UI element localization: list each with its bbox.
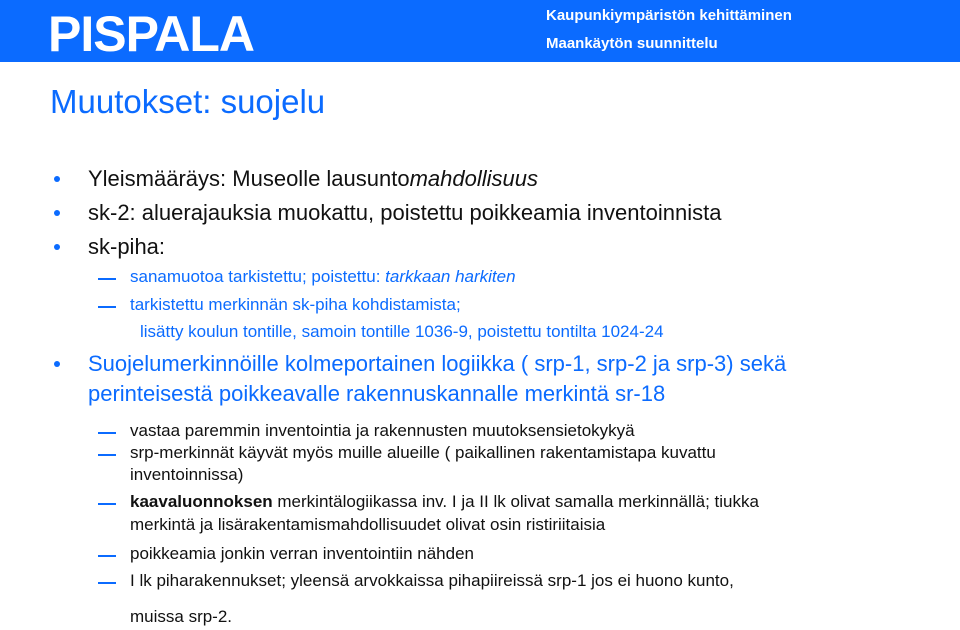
bullet-dot — [54, 210, 60, 216]
dash-marker — [98, 454, 116, 456]
subitem-text-italic: tarkkaan harkiten — [385, 267, 516, 286]
dash-marker — [98, 582, 116, 584]
subitem-added-lots: lisätty koulun tontille, samoin tontille 1036-9, poistettu tontilta 1024-24 — [140, 322, 664, 341]
subitem-draft-logic-line1 — [130, 490, 759, 514]
bullet-dot — [54, 176, 60, 182]
bullet-text: Yleismääräys: Museolle lausunto — [88, 166, 410, 191]
bullet-text-italic: mahdollisuus — [409, 166, 539, 191]
subitem-outbuildings-line2: muissa srp-2. — [130, 607, 233, 626]
dash-marker — [98, 503, 116, 505]
bullet-protection-logic-line2: perinteisestä poikkeavalle rakennuskannalle merkintä sr-18 — [88, 381, 666, 406]
org-unit: Maankäytön suunnittelu — [546, 35, 718, 52]
bullet-sk2: sk-2: aluerajauksia muokattu, poistettu poikkeamia inventoinnista — [88, 200, 722, 225]
dash-marker — [98, 555, 116, 557]
subitem-targeting: tarkistettu merkinnän sk-piha kohdistamista; — [130, 295, 461, 314]
subitem-draft-logic-line2: merkintä ja lisärakentamismahdollisuudet olivat osin ristiriitaisia — [130, 515, 606, 534]
subitem-inventory: vastaa paremmin inventointia ja rakennusten muutoksensietokykyä — [130, 421, 635, 440]
bullet-protection-logic-line1: Suojelumerkinnöille kolmeportainen logiikka ( srp-1, srp-2 ja srp-3) sekä — [88, 351, 787, 376]
subitem-text: merkintälogiikassa inv. I ja II lk olivat samalla merkinnällä; tiukka — [272, 492, 759, 511]
dash-marker — [98, 306, 116, 308]
subitem-text-bold: kaavaluonnoksen — [130, 492, 273, 511]
bullet-dot — [54, 361, 60, 367]
page-title: Muutokset: suojelu — [50, 83, 326, 120]
subitem-srp-line1: srp-merkinnät käyvät myös muille alueille ( paikallinen rakentamistapa kuvattu — [130, 443, 716, 462]
subitem-srp-line2: inventoinnissa) — [130, 465, 244, 484]
bullet-dot — [54, 244, 60, 250]
subitem-deviations: poikkeamia jonkin verran inventointiin nähden — [130, 544, 474, 563]
bullet-museum-statement — [88, 165, 538, 193]
brand-logo: PISPALA — [48, 6, 254, 62]
dash-marker — [98, 432, 116, 434]
bullet-sk-piha: sk-piha: — [88, 234, 166, 259]
dash-marker — [98, 278, 116, 280]
subitem-outbuildings-line1: I lk piharakennukset; yleensä arvokkaissa pihapiireissä srp-1 jos ei huono kunto, — [130, 571, 734, 590]
subitem-text: sanamuotoa tarkistettu; poistettu: — [130, 267, 386, 286]
org-department: Kaupunkiympäristön kehittäminen — [546, 7, 792, 24]
subitem-wording — [130, 265, 516, 289]
